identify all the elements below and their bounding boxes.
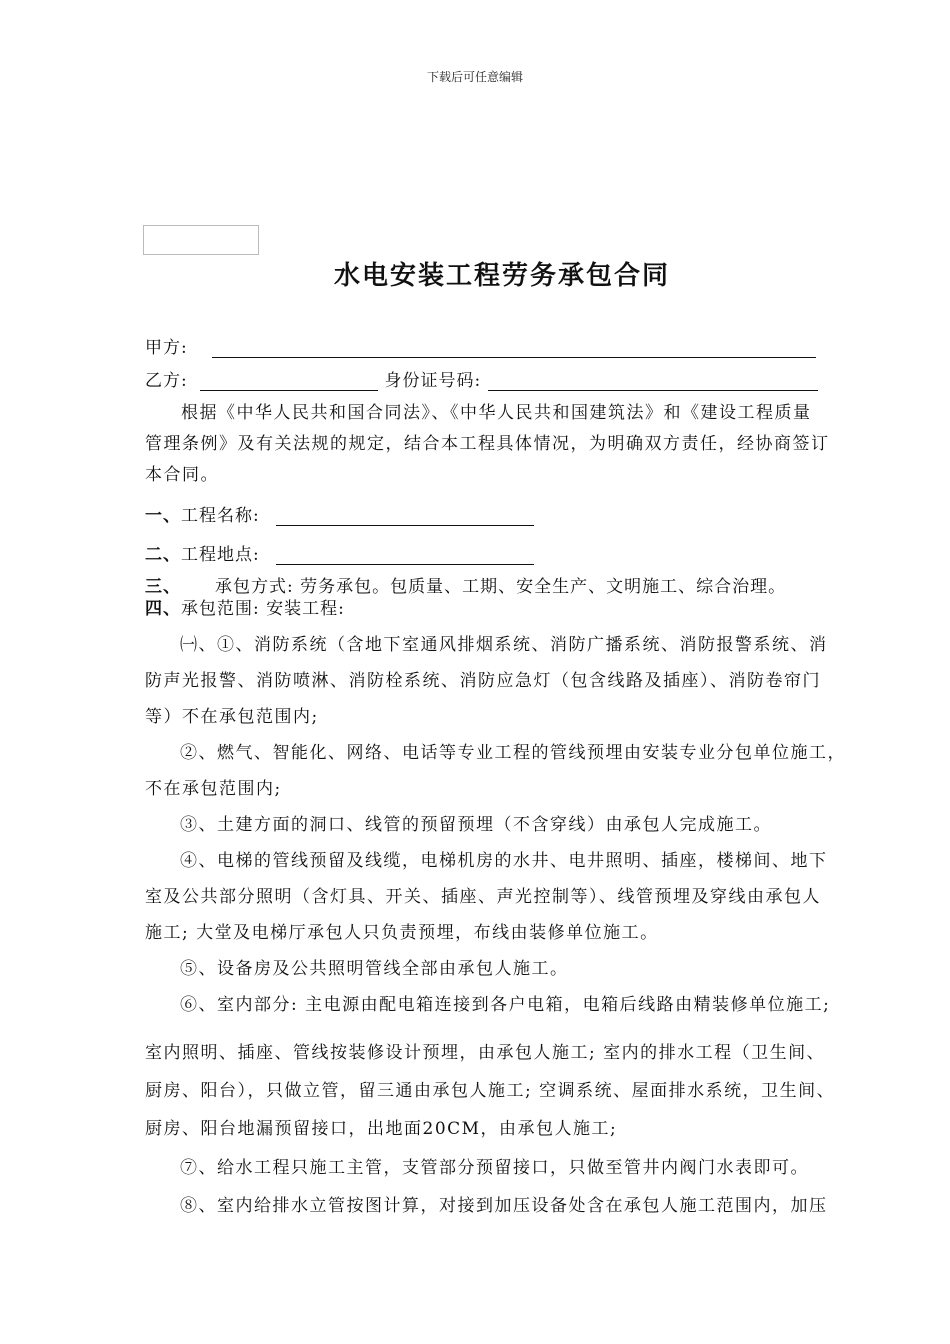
scope-line-9: 施工; 大堂及电梯厅承包人只负责预埋，布线由装修单位施工。 [145,923,659,943]
intro-line-1: 根据《中华人民共和国合同法》、《中华人民共和国建筑法》和《建设工程质量 [181,403,812,423]
scope-line-3: 等）不在承包范围内; [145,707,319,727]
section-2-number: 二、 [145,545,181,565]
section-1-number: 一、 [145,506,181,526]
scope-line-1: ㈠、①、消防系统（含地下室通风排烟系统、消防广播系统、消防报警系统、消 [180,635,828,655]
party-b-label: 乙方: [145,371,188,391]
scope-line-13: 厨房、阳台），只做立管，留三通由承包人施工; 空调系统、屋面排水系统，卫生间、 [145,1081,836,1101]
party-a-label: 甲方: [145,338,188,358]
project-name-blank [276,507,534,526]
scope-line-2: 防声光报警、消防喷淋、消防栓系统、消防应急灯（包含线路及插座）、消防卷帘门 [145,671,821,691]
id-number-blank [488,372,818,391]
id-number-label: 身份证号码: [384,371,482,391]
party-a-row [145,333,816,358]
party-b-blank [200,372,378,391]
section-4-text: 承包范围: 安装工程: [181,599,345,619]
scope-line-4: ②、燃气、智能化、网络、电话等专业工程的管线预埋由安装专业分包单位施工， [180,743,846,763]
section-3-text: 承包方式: 劳务承包。包质量、工期、安全生产、文明施工、综合治理。 [215,577,787,597]
scope-line-15: ⑦、给水工程只施工主管，支管部分预留接口，只做至管井内阀门水表即可。 [180,1158,809,1178]
section-2-label: 工程地点: [181,545,260,565]
intro-line-2: 管理条例》及有关法规的规定，结合本工程具体情况，为明确双方责任，经协商签订 [145,434,830,454]
scope-line-12: 室内照明、插座、管线按装修设计预埋，由承包人施工; 室内的排水工程（卫生间、 [145,1043,826,1063]
party-b-row [145,366,818,391]
contract-number-box [143,225,259,255]
section-3-number: 三、 [145,577,181,597]
scope-line-8: 室及公共部分照明（含灯具、开关、插座、声光控制等）、线管预埋及穿线由承包人 [145,887,821,907]
scope-line-7: ④、电梯的管线预留及线缆，电梯机房的水井、电井照明、插座，楼梯间、地下 [180,851,828,871]
scope-line-5: 不在承包范围内; [145,779,282,799]
project-location-blank [276,546,534,565]
section-project-name [145,501,534,526]
section-4-number: 四、 [145,599,181,619]
scope-line-10: ⑤、设备房及公共照明管线全部由承包人施工。 [180,959,569,979]
scope-line-14: 厨房、阳台地漏预留接口，出地面20CM，由承包人施工; [145,1119,618,1139]
scope-line-16: ⑧、室内给排水立管按图计算，对接到加压设备处含在承包人施工范围内，加压 [180,1196,828,1216]
intro-line-3: 本合同。 [145,465,219,485]
section-project-location [145,540,534,565]
section-contract-scope [145,594,345,619]
document-title: 水电安装工程劳务承包合同 [333,261,670,291]
scope-line-6: ③、土建方面的洞口、线管的预留预埋（不含穿线）由承包人完成施工。 [180,815,772,835]
party-a-blank [212,339,816,358]
page-header-note: 下载后可任意编辑 [426,70,523,84]
scope-line-11: ⑥、室内部分: 主电源由配电箱连接到各户电箱，电箱后线路由精装修单位施工; [180,995,831,1015]
section-1-label: 工程名称: [181,506,260,526]
